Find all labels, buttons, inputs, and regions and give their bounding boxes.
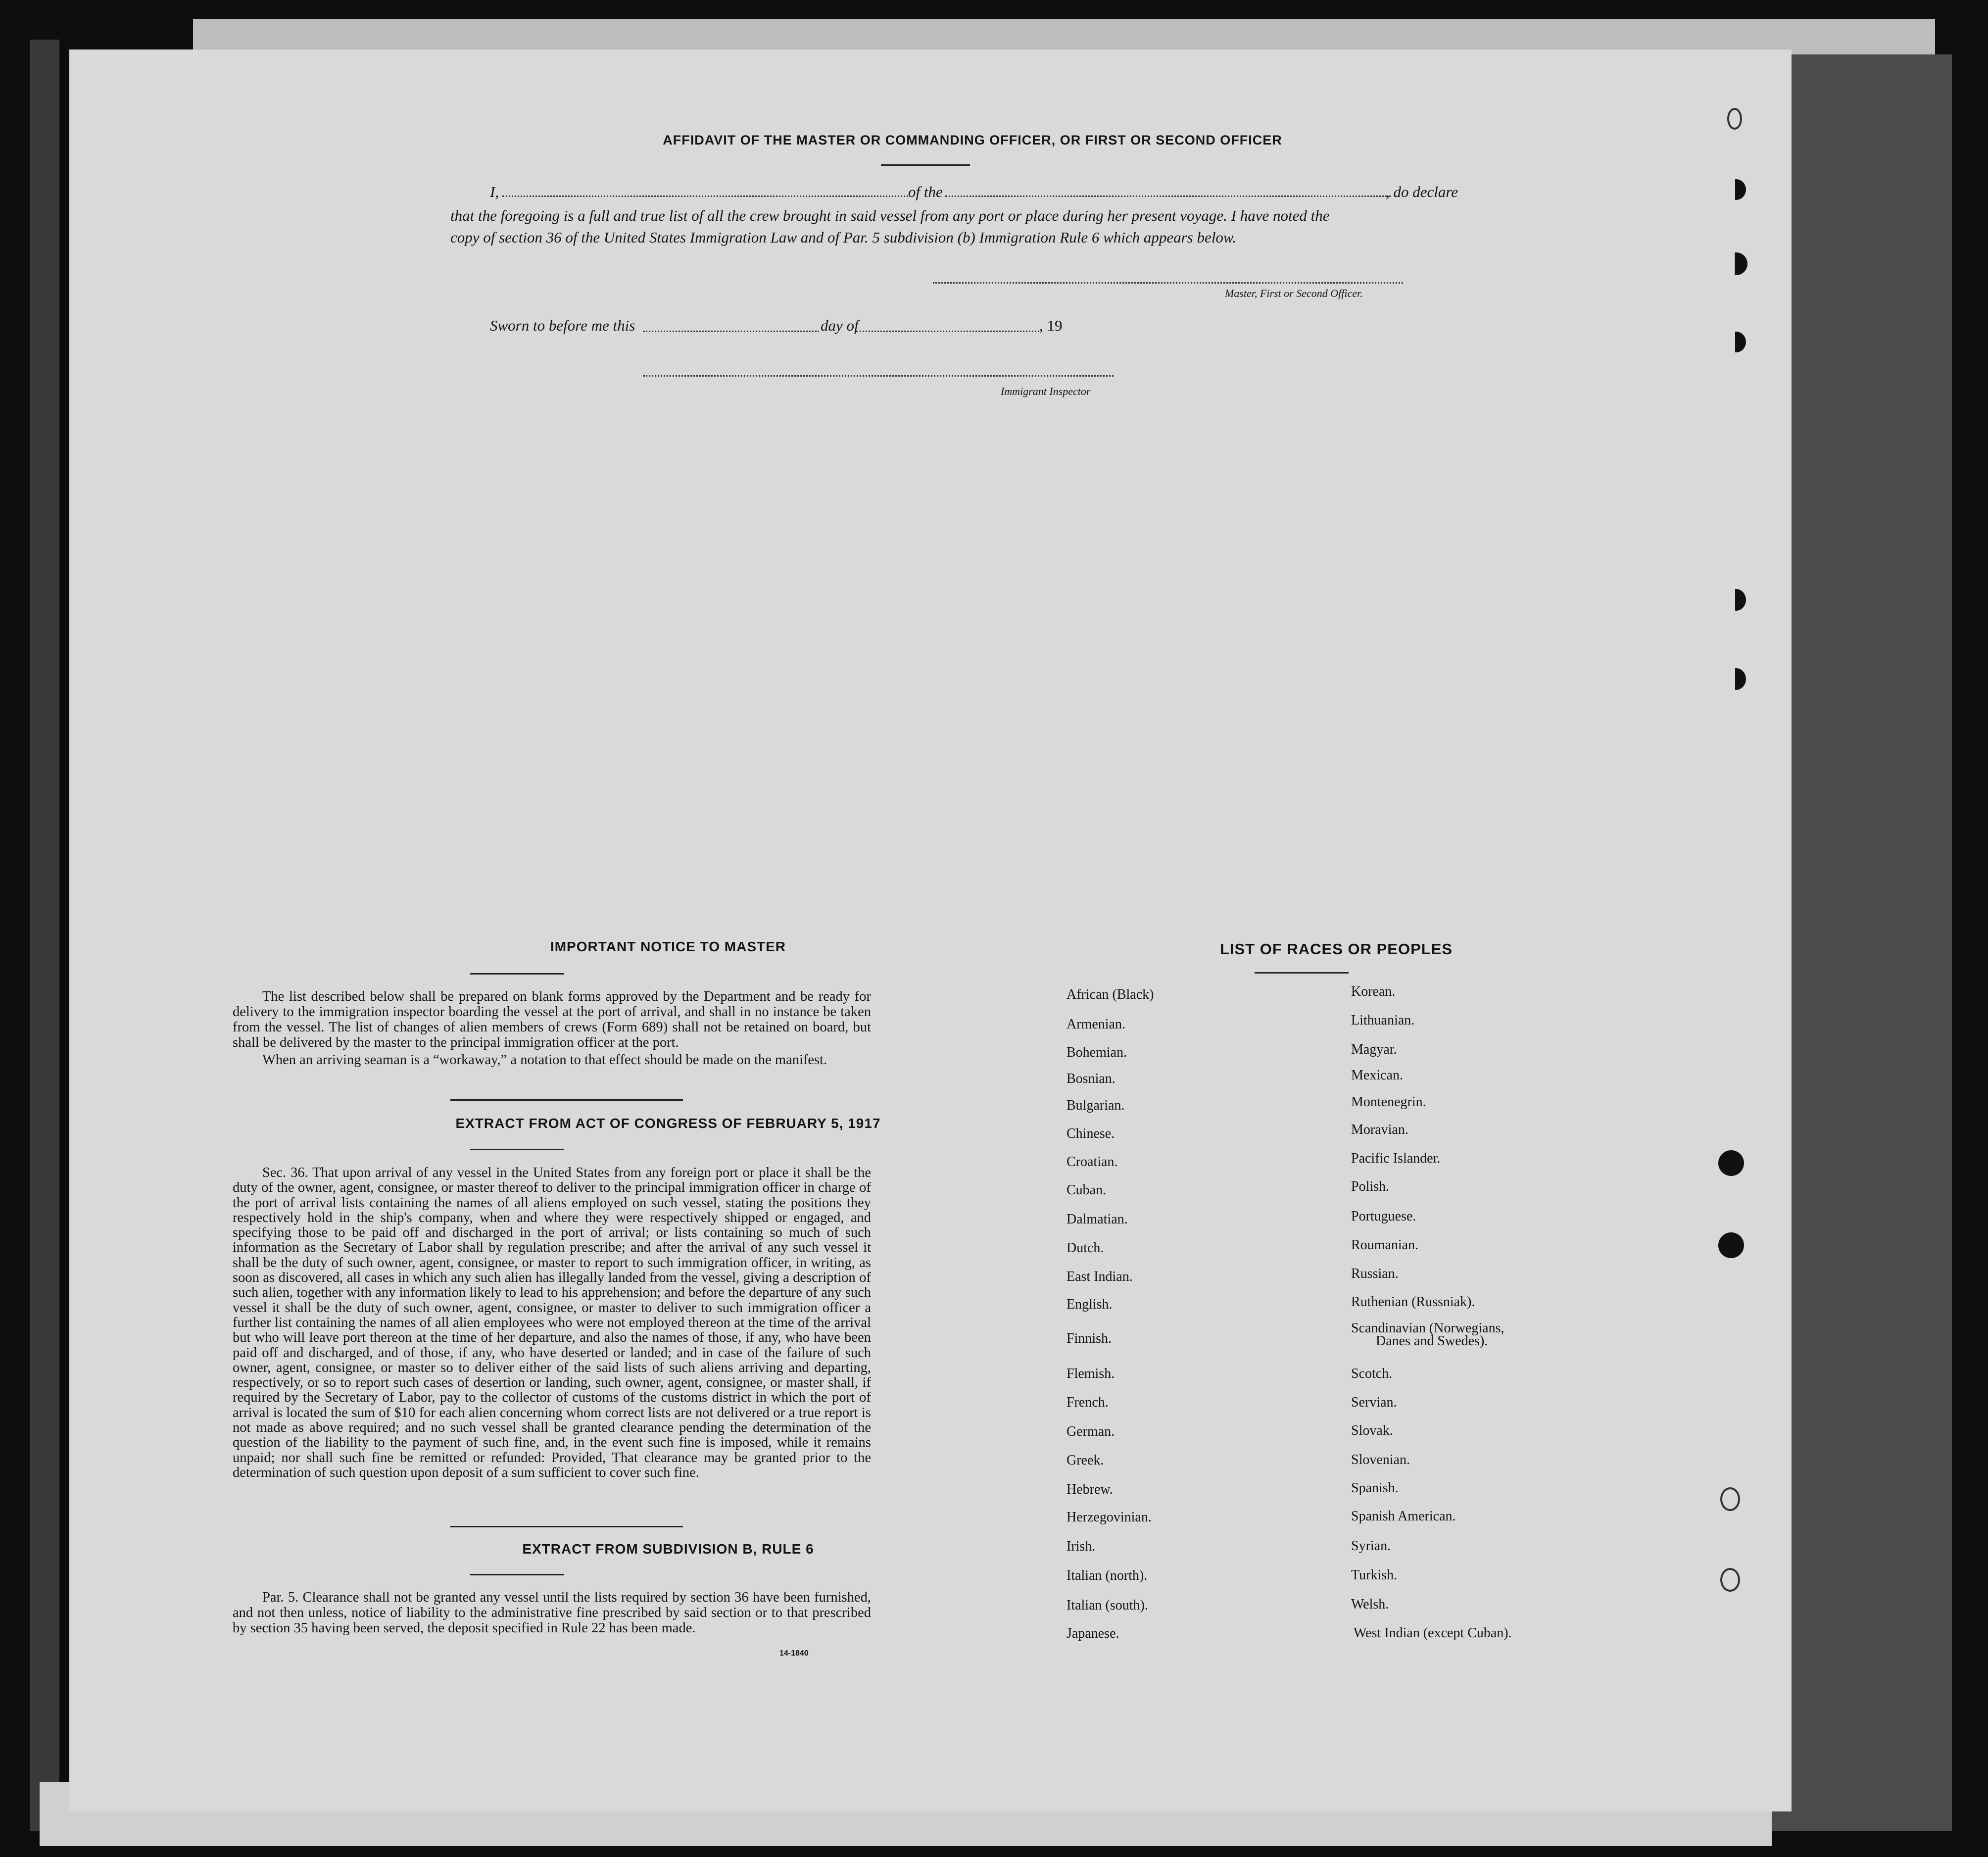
master-caption: Master, First or Second Officer. bbox=[1225, 287, 1363, 299]
race-item: Lithuanian. bbox=[1351, 1013, 1415, 1028]
race-item: Korean. bbox=[1351, 984, 1396, 999]
affidavit-line2: that the foregoing is a full and true list of all the crew brought in said vessel from any port or place during her present voyage. I have noted the bbox=[450, 207, 1330, 224]
race-item: Dutch. bbox=[1067, 1240, 1104, 1256]
race-item: Servian. bbox=[1351, 1395, 1397, 1410]
punch-hole bbox=[1726, 668, 1746, 690]
inspector-signature-line bbox=[643, 375, 1114, 377]
race-item: Spanish. bbox=[1351, 1480, 1399, 1496]
race-item: Bohemian. bbox=[1067, 1045, 1127, 1060]
act-extract-title-rule bbox=[470, 1149, 564, 1150]
punch-hole bbox=[1727, 108, 1742, 130]
race-item: Slovenian. bbox=[1351, 1452, 1410, 1467]
race-item: Welsh. bbox=[1351, 1597, 1389, 1612]
rule-extract-paragraph: Par. 5. Clearance shall not be granted any vessel until the lists required by section 36 have been furnished, and not then unless, notice of liability to the administrative fine prescribed by said section or to that prescribed by section 35 having been served, the deposit specified in Rule 22 has been made. bbox=[233, 1590, 871, 1636]
sworn-day-line bbox=[643, 331, 819, 332]
race-item: Spanish American. bbox=[1351, 1509, 1456, 1524]
race-item: African (Black) bbox=[1067, 987, 1154, 1002]
master-signature-line bbox=[933, 282, 1403, 284]
punch-hole bbox=[1726, 589, 1746, 611]
punch-hole bbox=[1726, 332, 1746, 352]
race-item: Hebrew. bbox=[1067, 1482, 1113, 1497]
race-item: English. bbox=[1067, 1297, 1113, 1312]
rule-extract-title: EXTRACT FROM SUBDIVISION B, RULE 6 bbox=[522, 1541, 814, 1557]
race-item: Mexican. bbox=[1351, 1068, 1403, 1083]
inspector-caption: Immigrant Inspector bbox=[1001, 385, 1091, 397]
race-item: French. bbox=[1067, 1395, 1109, 1410]
race-item: Bosnian. bbox=[1067, 1071, 1115, 1086]
act-extract-paragraph: Sec. 36. That upon arrival of any vessel in the United States from any foreign port or place it shall be the duty of the owner, agent, consignee, or master thereof to deliver to the principal immigration officer in charge of the port of arrival lists containing the names of all aliens employed on such vessel, stating the positions they respectively hold in the ship's company, when and where they were respectively shipped or engaged, and specifying those to be paid off and discharged in the port of arrival; or lists containing so much of such information as the Secretary of Labor shall by regulation prescribe; and after the arrival of any such vessel it shall be the duty of such owner, agent, consignee, or master to report to such immigration officer, in writing, as soon as discovered, all cases in which any such alien has illegally landed from the vessel, giving a description of such alien, together with any information likely to lead to his apprehension; and before the departure of any such vessel it shall be the duty of such owner, agent, consignee, or master to deliver to such immigration officer a further list containing the names of all alien employees who were not employed thereon at the time of the arrival but who will leave port thereon at the time of her departure, and also the names of those, if any, who have been paid off and discharged, and of those, if any, who have deserted or landed; and in case of the failure of such owner, agent, consignee, or master so to deliver either of the said lists of such aliens arriving and departing, respectively, or so to report such cases of desertion or landing, such owner, agent, consignee, or master shall, if required by the Secretary of Labor, pay to the collector of customs of the customs district in which the port of arrival is located the sum of $10 for each alien concerning whom correct lists are not delivered or a true report is not made as above required; and no such vessel shall be granted clearance pending the determination of the question of the liability to the payment of such fine, and, in the event such fine is imposed, while it remains unpaid; nor shall such fine be remitted or refunded: Provided, That clearance may be granted prior to the determination of such question upon deposit of a sum sufficient to cover such fine. bbox=[233, 1165, 871, 1480]
master-name-line bbox=[502, 195, 908, 197]
year-label: , 19 bbox=[1039, 317, 1063, 334]
race-item: Croatian. bbox=[1067, 1154, 1118, 1170]
race-item: Italian (south). bbox=[1067, 1598, 1148, 1613]
punch-hole bbox=[1720, 1487, 1740, 1511]
race-item: Ruthenian (Russniak). bbox=[1351, 1294, 1475, 1310]
race-item: Scotch. bbox=[1351, 1366, 1393, 1381]
sworn-month-line bbox=[856, 331, 1039, 332]
affidavit-of-the-label: of the bbox=[908, 183, 943, 200]
race-item: Montenegrin. bbox=[1351, 1094, 1426, 1110]
races-title: LIST OF RACES OR PEOPLES bbox=[1219, 940, 1453, 958]
punch-hole bbox=[1718, 1232, 1744, 1258]
race-item: Dalmatian. bbox=[1067, 1212, 1128, 1227]
race-item: Syrian. bbox=[1351, 1538, 1391, 1554]
race-item: Chinese. bbox=[1067, 1126, 1115, 1141]
vessel-name-line bbox=[945, 195, 1391, 197]
rule-extract-title-rule bbox=[470, 1574, 564, 1575]
affidavit-line3: copy of section 36 of the United States Immigration Law and of Par. 5 subdivision (b) Immigration Rule 6 which appears below. bbox=[450, 229, 1237, 246]
race-item: Flemish. bbox=[1067, 1366, 1115, 1381]
punch-hole bbox=[1720, 1568, 1740, 1592]
race-item: Danes and Swedes). bbox=[1376, 1333, 1488, 1349]
race-item: German. bbox=[1067, 1424, 1115, 1439]
notice-paragraph: The list described below shall be prepared on blank forms approved by the Department and be ready for delivery to the immigration inspector boarding the vessel at the port of arrival, and shall in no instance be taken from the vessel. The list of changes of alien members of crews (Form 689) shall not be retained on board, but shall be delivered by the master to the principal immigration officer at the port. bbox=[233, 989, 871, 1050]
notice-section-rule bbox=[450, 1099, 683, 1101]
race-item: Cuban. bbox=[1067, 1182, 1107, 1198]
race-item: Irish. bbox=[1067, 1539, 1096, 1554]
affidavit-i-label: I, bbox=[490, 183, 499, 200]
notice-workaway: When an arriving seaman is a “workaway,” a notation to that effect should be made on the manifest. bbox=[262, 1052, 827, 1068]
race-item: Moravian. bbox=[1351, 1122, 1408, 1137]
punch-hole bbox=[1726, 179, 1746, 200]
races-title-rule bbox=[1255, 972, 1349, 974]
race-item: Greek. bbox=[1067, 1453, 1104, 1468]
form-number: 14-1840 bbox=[779, 1649, 809, 1658]
race-item: Finnish. bbox=[1067, 1331, 1112, 1346]
act-extract-title: EXTRACT FROM ACT OF CONGRESS OF FEBRUARY 5, 1917 bbox=[455, 1116, 881, 1131]
race-item: Japanese. bbox=[1067, 1626, 1119, 1641]
notice-title: IMPORTANT NOTICE TO MASTER bbox=[550, 939, 786, 954]
race-item: Armenian. bbox=[1067, 1017, 1125, 1032]
affidavit-title: AFFIDAVIT OF THE MASTER OR COMMANDING OFFICER, OR FIRST OR SECOND OFFICER bbox=[663, 133, 1282, 147]
punch-hole bbox=[1718, 1150, 1744, 1176]
sworn-label: Sworn to before me this bbox=[490, 317, 635, 334]
race-item: Slovak. bbox=[1351, 1423, 1393, 1438]
act-section-rule bbox=[450, 1526, 683, 1527]
race-item: East Indian. bbox=[1067, 1269, 1133, 1284]
race-item: Bulgarian. bbox=[1067, 1098, 1125, 1113]
affidavit-do-declare: , do declare bbox=[1386, 183, 1458, 200]
race-item: West Indian (except Cuban). bbox=[1354, 1625, 1512, 1641]
race-item: Roumanian. bbox=[1351, 1237, 1419, 1253]
race-item: Pacific Islander. bbox=[1351, 1151, 1441, 1166]
race-item: Scandinavian (Norwegians, bbox=[1351, 1320, 1504, 1336]
race-item: Portuguese. bbox=[1351, 1209, 1416, 1224]
race-item: Polish. bbox=[1351, 1179, 1390, 1194]
document-page bbox=[69, 49, 1792, 1811]
binder-left-edge bbox=[30, 40, 59, 1831]
day-of-label: day of bbox=[821, 317, 859, 334]
affidavit-title-rule bbox=[881, 164, 970, 166]
notice-title-rule bbox=[470, 973, 564, 975]
race-item: Magyar. bbox=[1351, 1042, 1397, 1057]
punch-hole bbox=[1725, 252, 1747, 275]
race-item: Italian (north). bbox=[1067, 1568, 1148, 1583]
race-item: Russian. bbox=[1351, 1266, 1399, 1281]
race-item: Herzegovinian. bbox=[1067, 1510, 1152, 1525]
race-item: Turkish. bbox=[1351, 1567, 1398, 1583]
